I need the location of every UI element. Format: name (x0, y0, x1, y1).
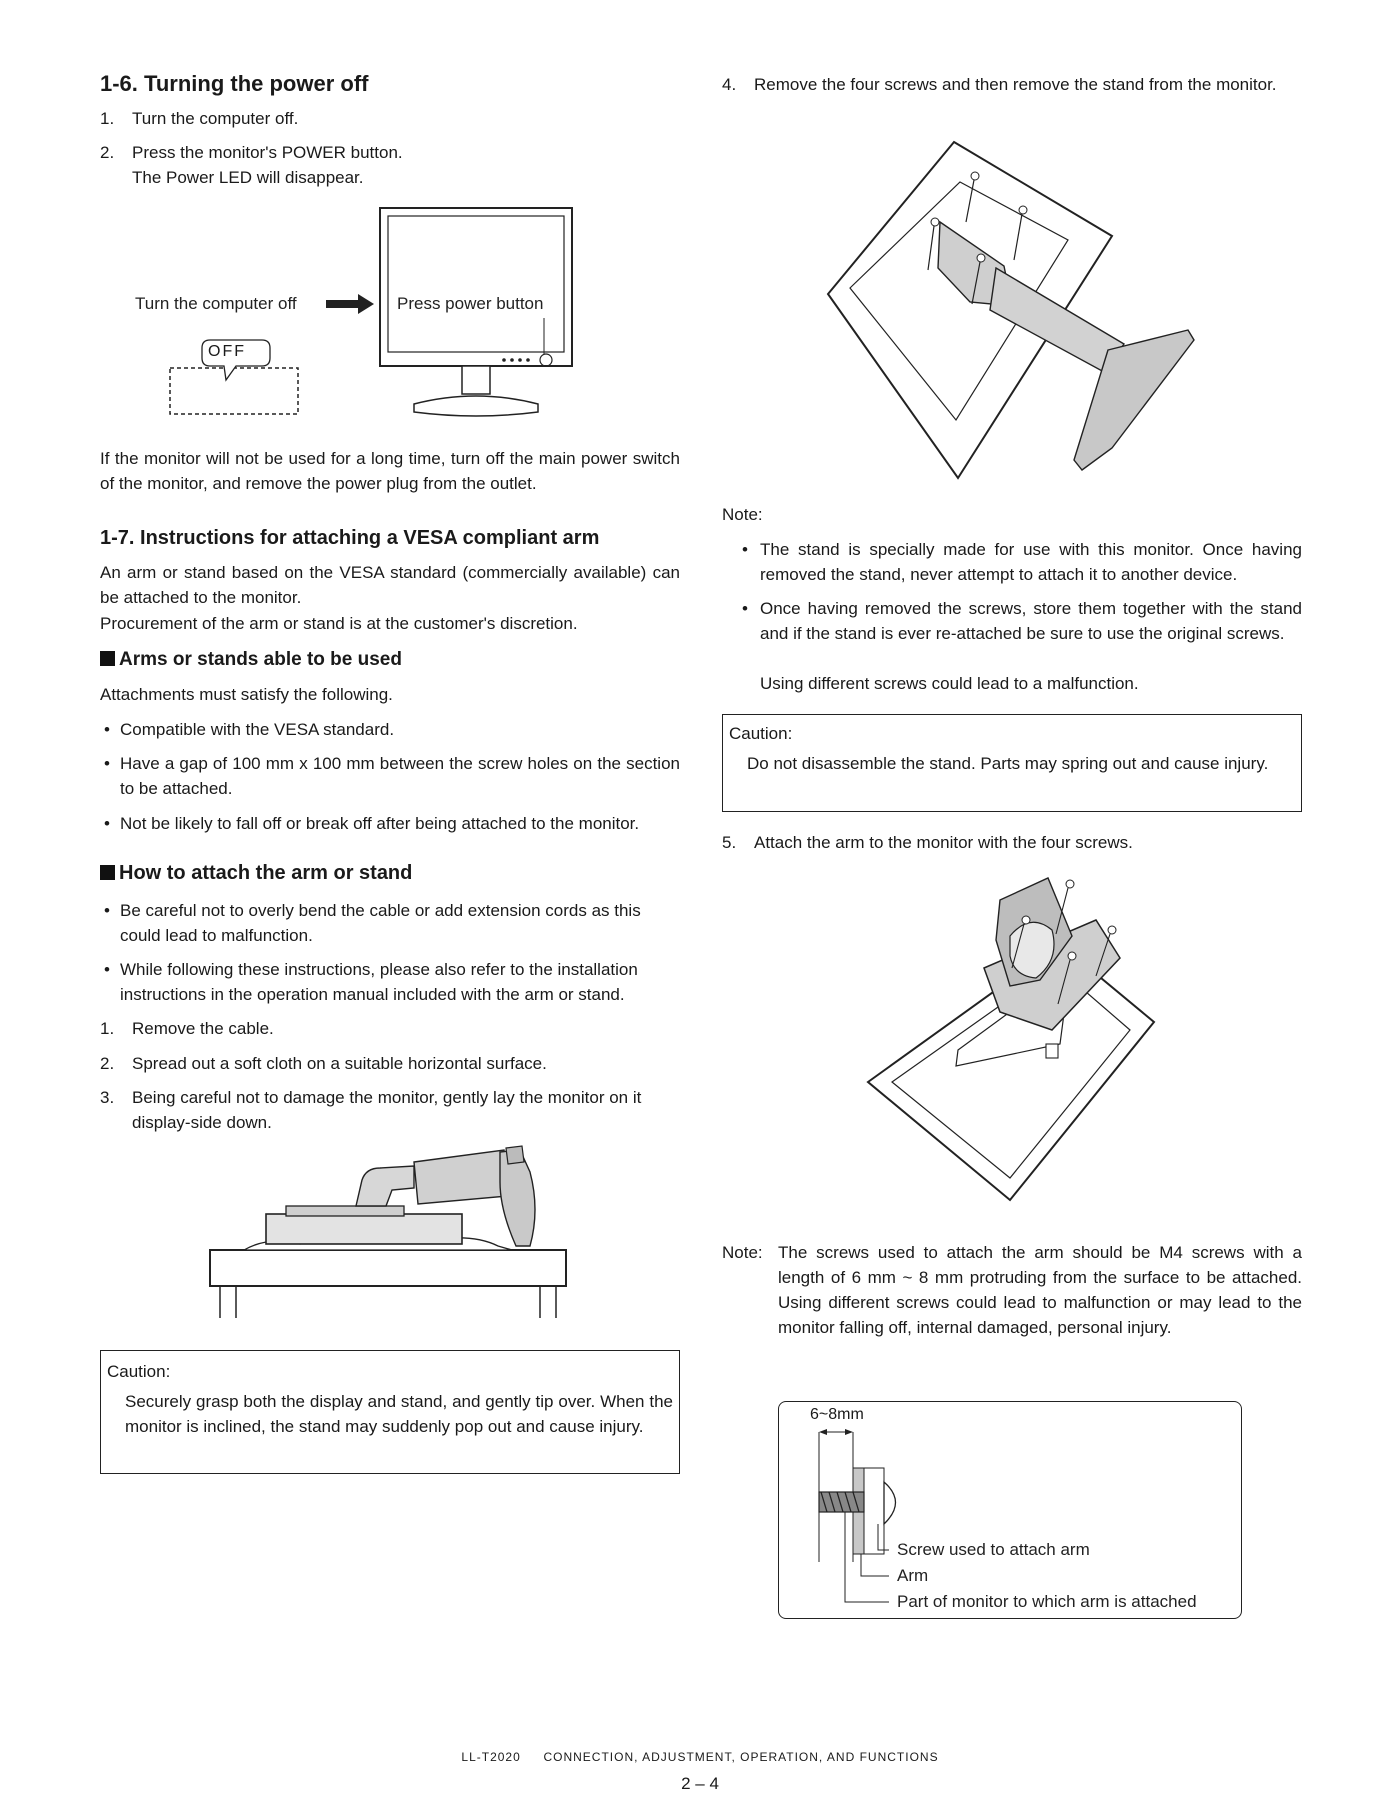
list-item: • Compatible with the VESA standard. (104, 720, 395, 739)
list-item: • Not be likely to fall off or break off after being attached to the monitor. (104, 814, 640, 833)
screw-icon (971, 172, 979, 180)
subheading-how-to-attach: How to attach the arm or stand (100, 860, 412, 886)
list-item: • While following these instructions, please also refer to the installation instructions in the operation manual included with the arm or stand. (104, 960, 638, 1004)
arrow-icon (326, 294, 374, 314)
list-item: • Have a gap of 100 mm x 100 mm between the screw holes on the section to be attached. (104, 754, 680, 798)
s16-step-1 (100, 106, 680, 131)
label-monitor-part: Part of monitor to which arm is attached (897, 1592, 1197, 1611)
step-text: Turn the computer off. (132, 109, 299, 128)
step-number: 2. (100, 143, 115, 162)
footer-line (0, 1750, 1400, 1764)
s17-step-2: 2. Spread out a soft cloth on a suitable horizontal surface. (100, 1054, 547, 1073)
caution-title: Caution: (107, 1362, 171, 1381)
computer-outline (170, 368, 298, 414)
sub1-lead: Attachments must satisfy the following. (100, 685, 393, 704)
off-label: OFF (208, 343, 246, 360)
screw-diagram-box (778, 1401, 1242, 1619)
table (210, 1250, 566, 1286)
step-number: 1. (100, 109, 115, 128)
square-bullet-icon (100, 651, 115, 666)
screw-icon (1019, 206, 1027, 214)
label-arm: Arm (897, 1566, 929, 1585)
s17-step-3: 3. Being careful not to damage the monitor, gently lay the monitor on it display-side down. (100, 1088, 642, 1132)
square-bullet-icon (100, 865, 115, 880)
note-bullet-2-sub: Using different screws could lead to a malfunction. (760, 674, 1139, 693)
s16-step-2-sub: The Power LED will disappear. (132, 168, 364, 187)
stand-arm (414, 1150, 508, 1204)
monitor-body (266, 1214, 462, 1244)
step-4: 4. Remove the four screws and then remove the stand from the monitor. (722, 75, 1277, 94)
section-1-7-heading: 1-7. Instructions for attaching a VESA compliant arm (100, 527, 600, 549)
screw-icon (1066, 880, 1074, 888)
caution-box-left (100, 1350, 680, 1474)
subheading-arms-usable: Arms or stands able to be used (100, 647, 402, 673)
section-1-6-heading: 1-6. Turning the power off (100, 71, 369, 96)
list-item: • Once having removed the screws, store them together with the stand and if the stand is ever re-attached be sure to use the original screws. (742, 599, 1302, 643)
caution-text: Do not disassemble the stand. Parts may spring out and cause injury. (747, 754, 1269, 773)
screw-icon (931, 218, 939, 226)
caution-box-right (722, 714, 1302, 812)
step-text: Press the monitor's POWER button. (132, 143, 403, 162)
caution-title: Caution: (729, 724, 793, 743)
list-item: • The stand is specially made for use with this monitor. Once having removed the stand, never attempt to attach it to another device. (742, 540, 1302, 584)
screw-cross-section (779, 1402, 1243, 1620)
fig-label-turn-off: Turn the computer off (135, 294, 297, 313)
screw-icon (1108, 926, 1116, 934)
list-item: • Be careful not to overly bend the cable or add extension cords as this could lead to malfunction. (104, 901, 641, 945)
note2-label: Note: (722, 1243, 763, 1262)
note-label: Note: (722, 505, 763, 524)
label-screw: Screw used to attach arm (897, 1540, 1090, 1559)
caution-text: Securely grasp both the display and stand, and gently tip over. When the monitor is inclined, the stand may suddenly pop out and cause injury. (125, 1392, 673, 1436)
s17-intro-1: An arm or stand based on the VESA standard (commercially available) can be attached to the monitor. (100, 563, 680, 607)
s17-step-1: 1. Remove the cable. (100, 1019, 274, 1038)
monitor-outline (380, 208, 572, 366)
footer-section: CONNECTION, ADJUSTMENT, OPERATION, AND FUNCTIONS (543, 1750, 939, 1764)
footer-model: LL-T2020 (461, 1750, 521, 1764)
s17-intro-2: Procurement of the arm or stand is at the customer's discretion. (100, 614, 578, 633)
fig-label-press-power: Press power button (397, 294, 544, 313)
screw-icon (1068, 952, 1076, 960)
screw-dimension-label: 6~8mm (810, 1406, 864, 1423)
step-5: 5. Attach the arm to the monitor with the four screws. (722, 833, 1133, 852)
arm-attach-figure (0, 0, 1, 1)
s16-paragraph: If the monitor will not be used for a long time, turn off the main power switch of the monitor, and remove the power plug from the outlet. (100, 449, 680, 493)
monitor-back (828, 142, 1112, 478)
s16-step-2 (100, 140, 680, 165)
note2-text: The screws used to attach the arm should be M4 screws with a length of 6 mm ~ 8 mm protruding from the surface to be attached. Using different screws could lead to malfunction or may lead to the monitor falling off, internal damaged, personal injury. (778, 1243, 1302, 1337)
screw-icon (977, 254, 985, 262)
page-number: 2 – 4 (681, 1774, 719, 1793)
screw-icon (1022, 916, 1030, 924)
